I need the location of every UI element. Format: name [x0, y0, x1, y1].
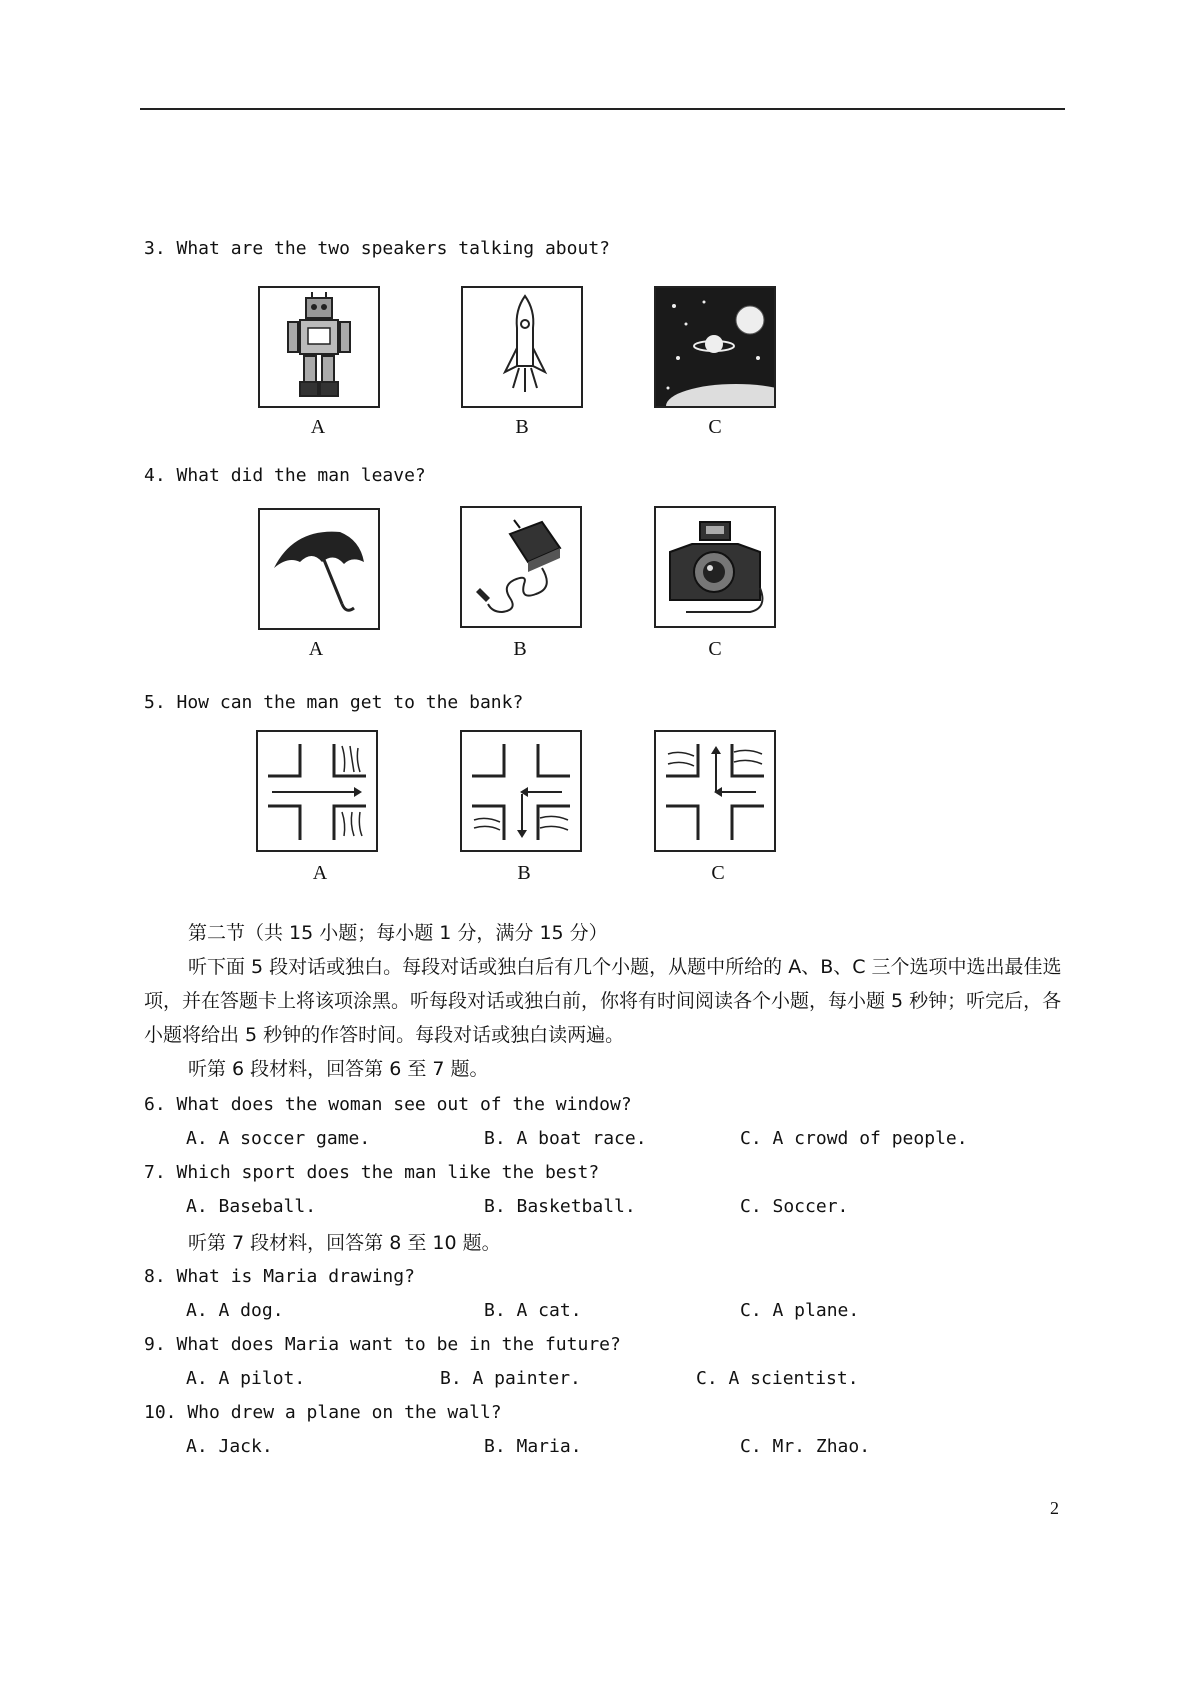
- option-image-robot[interactable]: [258, 286, 380, 408]
- option-7-a[interactable]: A. Baseball.: [186, 1196, 317, 1217]
- question-8: 8. What is Maria drawing?: [144, 1266, 415, 1287]
- option-9-a[interactable]: A. A pilot.: [186, 1368, 306, 1389]
- section-2-instructions: 听下面 5 段对话或独白。每段对话或独白后有几个小题，从题中所给的 A、B、C 三个选项中选出最佳选项，并在答题卡上将该项涂黑。听每段对话或独白前，你将有时间阅读各个小题，每小题 5 秒钟；听完后，各小题将给出 5 秒钟的作答时间。每段对话或独白读两遍。: [144, 956, 1062, 1046]
- material-6-instruction: 听第 6 段材料，回答第 6 至 7 题。: [188, 1058, 489, 1080]
- option-image-route-c[interactable]: [654, 730, 776, 852]
- option-image-camera[interactable]: [654, 506, 776, 628]
- option-label-a: A: [312, 862, 328, 884]
- question-7: 7. Which sport does the man like the best?: [144, 1162, 600, 1183]
- robot-icon: [260, 288, 378, 406]
- option-label-b: B: [513, 638, 527, 660]
- route-map-icon: [462, 732, 580, 850]
- page-number: 2: [1050, 1498, 1059, 1518]
- question-9: 9. What does Maria want to be in the future?: [144, 1334, 621, 1355]
- option-7-b[interactable]: B. Basketball.: [484, 1196, 636, 1217]
- option-label-a: A: [310, 416, 326, 438]
- option-9-b[interactable]: B. A painter.: [440, 1368, 581, 1389]
- option-10-b[interactable]: B. Maria.: [484, 1436, 582, 1457]
- option-image-rocket[interactable]: [461, 286, 583, 408]
- camera-icon: [656, 508, 774, 626]
- option-image-umbrella[interactable]: [258, 508, 380, 630]
- header-rule: [140, 108, 1065, 110]
- option-8-b[interactable]: B. A cat.: [484, 1300, 582, 1321]
- option-8-a[interactable]: A. A dog.: [186, 1300, 284, 1321]
- option-image-space[interactable]: [654, 286, 776, 408]
- option-6-a[interactable]: A. A soccer game.: [186, 1128, 371, 1149]
- option-8-c[interactable]: C. A plane.: [740, 1300, 860, 1321]
- option-label-b: B: [517, 862, 531, 884]
- route-map-icon: [656, 732, 774, 850]
- option-image-charger[interactable]: [460, 506, 582, 628]
- option-label-c: C: [711, 862, 725, 884]
- option-6-c[interactable]: C. A crowd of people.: [740, 1128, 968, 1149]
- space-planets-icon: [656, 288, 774, 406]
- route-map-icon: [258, 732, 376, 850]
- question-6: 6. What does the woman see out of the window?: [144, 1094, 632, 1115]
- question-5: 5. How can the man get to the bank?: [144, 692, 524, 713]
- umbrella-icon: [260, 510, 378, 628]
- option-9-c[interactable]: C. A scientist.: [696, 1368, 859, 1389]
- option-6-b[interactable]: B. A boat race.: [484, 1128, 647, 1149]
- charger-icon: [462, 508, 580, 626]
- option-image-route-b[interactable]: [460, 730, 582, 852]
- question-10: 10. Who drew a plane on the wall?: [144, 1402, 502, 1423]
- section-2-header: 第二节（共 15 小题；每小题 1 分，满分 15 分）: [188, 922, 608, 944]
- material-7-instruction: 听第 7 段材料，回答第 8 至 10 题。: [188, 1232, 501, 1254]
- rocket-icon: [463, 288, 581, 406]
- option-10-a[interactable]: A. Jack.: [186, 1436, 273, 1457]
- option-7-c[interactable]: C. Soccer.: [740, 1196, 849, 1217]
- option-10-c[interactable]: C. Mr. Zhao.: [740, 1436, 871, 1457]
- option-label-c: C: [708, 638, 722, 660]
- option-image-route-a[interactable]: [256, 730, 378, 852]
- question-4: 4. What did the man leave?: [144, 465, 426, 486]
- question-3: 3. What are the two speakers talking about?: [144, 238, 610, 259]
- option-label-b: B: [515, 416, 529, 438]
- option-label-c: C: [708, 416, 722, 438]
- option-label-a: A: [308, 638, 324, 660]
